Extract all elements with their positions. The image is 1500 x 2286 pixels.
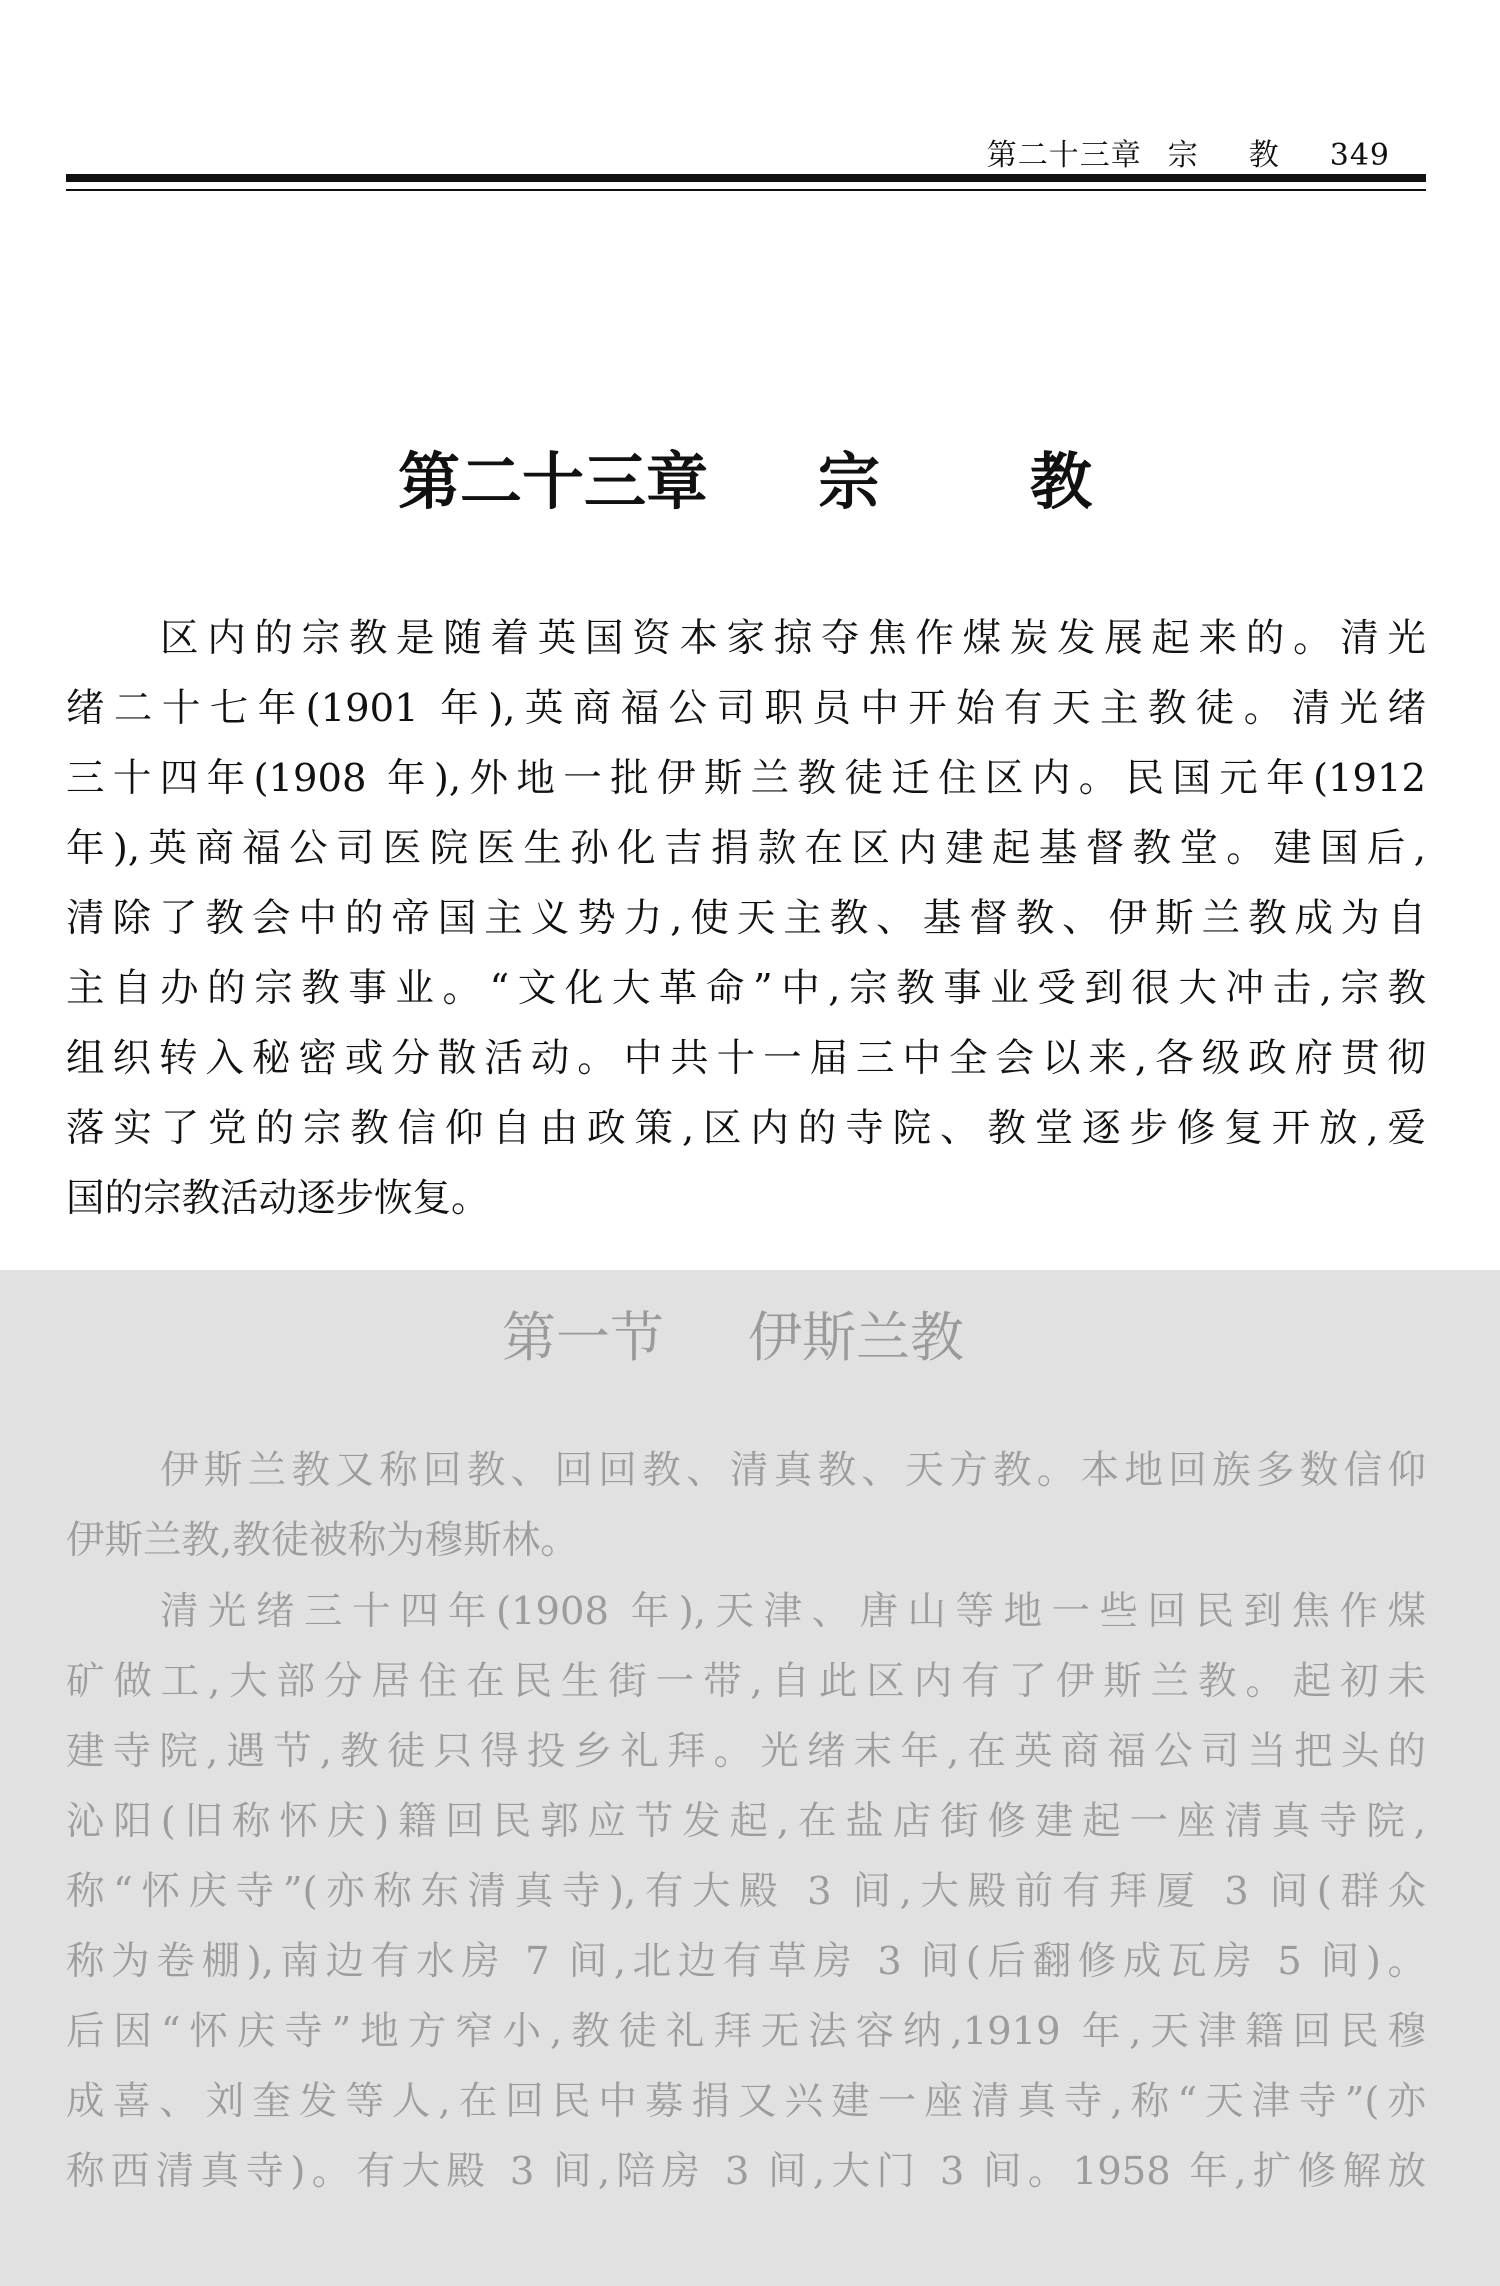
text-line: 绪二十七年(1901 年),英商福公司职员中开始有天主教徒。清光绪 (66, 686, 1426, 731)
text-line: 称“怀庆寺”(亦称东清真寺),有大殿 3 间,大殿前有拜厦 3 间(群众 (66, 1869, 1426, 1914)
text-line: 清光绪三十四年(1908 年),天津、唐山等地一些回民到焦作煤 (160, 1589, 1426, 1634)
text-line: 年),英商福公司医院医生孙化吉捐款在区内建起基督教堂。建国后, (66, 826, 1426, 871)
text-line: 三十四年(1908 年),外地一批伊斯兰教徒迁住区内。民国元年(1912 (66, 756, 1426, 801)
header-rule-thick (66, 174, 1426, 182)
text-line: 主自办的宗教事业。“文化大革命”中,宗教事业受到很大冲击,宗教 (66, 966, 1426, 1011)
text-line: 称西清真寺)。有大殿 3 间,陪房 3 间,大门 3 间。1958 年,扩修解放 (66, 2149, 1426, 2194)
text-line: 成喜、刘奎发等人,在回民中募捐又兴建一座清真寺,称“天津寺”(亦 (66, 2079, 1426, 2124)
text-line: 区内的宗教是随着英国资本家掠夺焦作煤炭发展起来的。清光 (160, 616, 1426, 661)
text-line: 建寺院,遇节,教徒只得投乡礼拜。光绪末年,在英商福公司当把头的 (66, 1729, 1426, 1774)
text-line: 后因“怀庆寺”地方窄小,教徒礼拜无法容纳,1919 年,天津籍回民穆 (66, 2009, 1426, 2054)
running-header (0, 130, 1390, 174)
page-number: 349 (1329, 138, 1390, 173)
text-line: 落实了党的宗教信仰自由政策,区内的寺院、教堂逐步修复开放,爱 (66, 1106, 1426, 1151)
section-name: 伊斯兰教 (748, 1306, 964, 1369)
chapter-number: 第二十三章 (398, 445, 709, 518)
section-title (0, 1295, 1500, 1375)
text-line: 清除了教会中的帝国主义势力,使天主教、基督教、伊斯兰教成为自 (66, 896, 1426, 941)
chapter-title-b: 教 (1030, 445, 1093, 518)
text-line: 伊斯兰教,教徒被称为穆斯林。 (66, 1518, 579, 1563)
section-number: 第一节 (502, 1306, 664, 1369)
header-title-b: 教 (1248, 138, 1280, 173)
text-line: 称为卷棚),南边有水房 7 间,北边有草房 3 间(后翻修成瓦房 5 间)。 (66, 1939, 1426, 1984)
text-line: 矿做工,大部分居住在民生街一带,自此区内有了伊斯兰教。起初未 (66, 1659, 1426, 1704)
chapter-title (0, 432, 1500, 518)
text-line: 伊斯兰教又称回教、回回教、清真教、天方教。本地回族多数信仰 (160, 1448, 1426, 1493)
header-chapter: 第二十三章 (986, 138, 1142, 173)
header-title-a: 宗 (1167, 138, 1199, 173)
text-line: 组织转入秘密或分散活动。中共十一届三中全会以来,各级政府贯彻 (66, 1036, 1426, 1081)
header-rule-thin (66, 189, 1426, 191)
chapter-title-a: 宗 (818, 445, 881, 518)
text-line: 国的宗教活动逐步恢复。 (66, 1176, 490, 1221)
text-line: 沁阳(旧称怀庆)籍回民郭应节发起,在盐店街修建起一座清真寺院, (66, 1799, 1426, 1844)
